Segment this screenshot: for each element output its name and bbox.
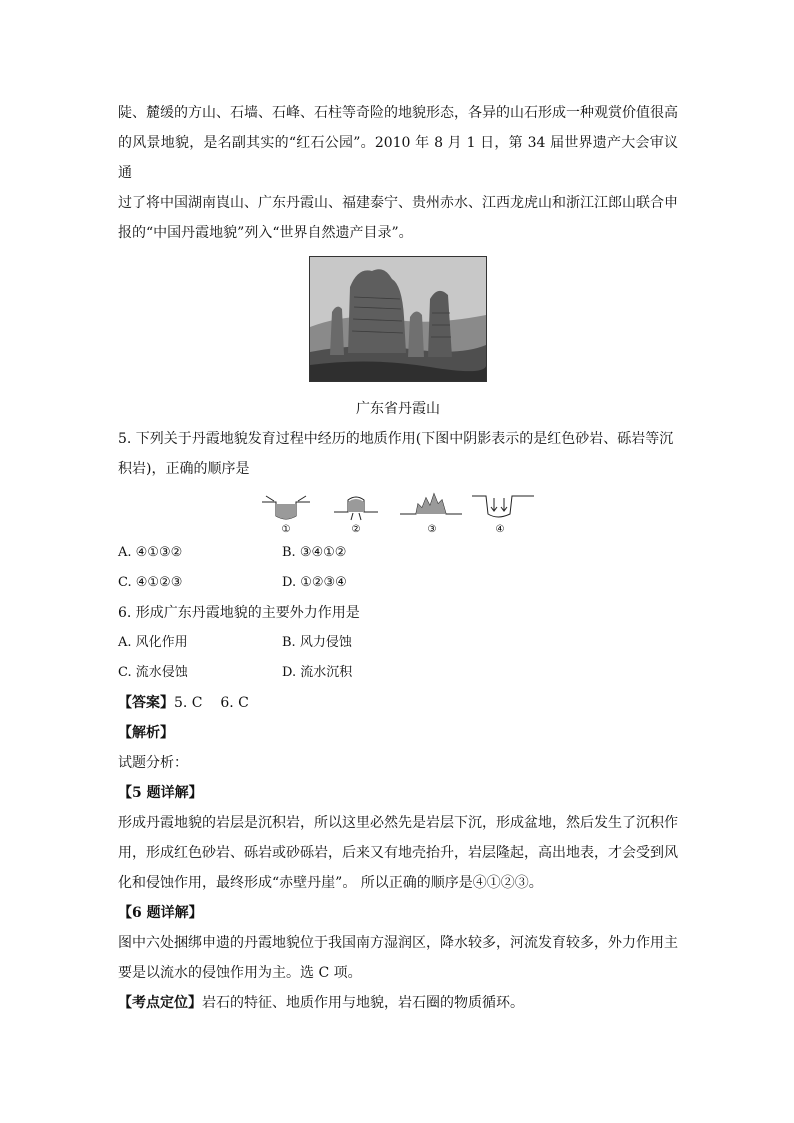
detail-6-line-1: 图中六处捆绑申遗的丹霞地貌位于我国南方湿润区，降水较多，河流发育较多，外力作用主 bbox=[118, 935, 678, 951]
kaodian-line bbox=[118, 988, 678, 1018]
sketch-4 bbox=[472, 496, 534, 535]
sketch-label-3: ③ bbox=[427, 524, 437, 535]
sketch-2 bbox=[334, 497, 378, 535]
figure-caption: 广东省丹霞山 bbox=[356, 401, 440, 417]
danxia-mountain-photo bbox=[309, 256, 487, 382]
intro-line-2: 的风景地貌，是名副其实的“红石公园”。2010 年 8 月 1 日，第 34 届世界遗产大会审议通 bbox=[118, 135, 678, 181]
intro-line-1: 陡、麓缓的方山、石墙、石峰、石柱等奇险的地貌形态，各异的山石形成一种观赏价值很高 bbox=[118, 105, 678, 121]
q6-option-c: C. 流水侵蚀 bbox=[118, 665, 188, 680]
sketch-label-2: ② bbox=[351, 524, 361, 535]
q5-stem-line-1: 5. 下列关于丹霞地貌发育过程中经历的地质作用(下图中阴影表示的是红色砂岩、砾岩等沉 bbox=[118, 431, 674, 447]
answer-line bbox=[118, 688, 678, 718]
q6-option-a: A. 风化作用 bbox=[118, 635, 188, 650]
analysis-label: 【解析】 bbox=[118, 725, 174, 741]
q5-option-c: C. ④①②③ bbox=[118, 575, 183, 590]
q6-option-b: B. 风力侵蚀 bbox=[282, 635, 352, 650]
answer-value: 5. C 6. C bbox=[174, 695, 249, 711]
sketch-3 bbox=[400, 494, 462, 535]
kaodian-text: 岩石的特征、地质作用与地貌，岩石圈的物质循环。 bbox=[202, 995, 524, 1011]
q5-process-diagram bbox=[118, 490, 678, 536]
detail-5-line-2: 用，形成红色砂岩、砾岩或砂砾岩，后来又有地壳抬升，岩层隆起，高出地表，才会受到风 bbox=[118, 845, 678, 861]
danxia-figure bbox=[118, 256, 678, 424]
sketch-label-4: ④ bbox=[495, 524, 505, 535]
q6-option-d: D. 流水沉积 bbox=[282, 665, 353, 680]
q5-option-d: D. ①②③④ bbox=[282, 575, 347, 590]
detail-6-label: 【6 题详解】 bbox=[118, 905, 203, 921]
geologic-process-sketches bbox=[258, 490, 538, 536]
detail-5-label: 【5 题详解】 bbox=[118, 785, 203, 801]
sketch-1 bbox=[262, 496, 310, 535]
sketch-label-1: ① bbox=[281, 524, 291, 535]
intro-line-3: 过了将中国湖南崀山、广东丹霞山、福建泰宁、贵州赤水、江西龙虎山和浙江江郎山联合申 bbox=[118, 195, 678, 211]
document-page bbox=[118, 98, 678, 1018]
answer-label: 【答案】 bbox=[118, 695, 174, 711]
q5-choices-row-1 bbox=[118, 538, 678, 568]
detail-5-line-3: 化和侵蚀作用，最终形成“赤壁丹崖”。 所以正确的顺序是④①②③。 bbox=[118, 875, 543, 891]
analysis-intro: 试题分析： bbox=[118, 755, 188, 771]
q5-choices-row-2 bbox=[118, 568, 678, 598]
detail-6-line-2: 要是以流水的侵蚀作用为主。选 C 项。 bbox=[118, 965, 362, 981]
q5-option-b: B. ③④①② bbox=[282, 545, 347, 560]
kaodian-label: 【考点定位】 bbox=[118, 995, 202, 1011]
intro-line-4: 报的“中国丹霞地貌”列入“世界自然遗产目录”。 bbox=[118, 225, 413, 241]
detail-5-line-1: 形成丹霞地貌的岩层是沉积岩，所以这里必然先是岩层下沉，形成盆地，然后发生了沉积作 bbox=[118, 815, 678, 831]
q5-option-a: A. ④①③② bbox=[118, 545, 183, 560]
q6-choices-row-2 bbox=[118, 658, 678, 688]
q6-stem: 6. 形成广东丹霞地貌的主要外力作用是 bbox=[118, 605, 360, 621]
q6-choices-row-1 bbox=[118, 628, 678, 658]
q5-stem-line-2: 积岩)，正确的顺序是 bbox=[118, 461, 250, 477]
